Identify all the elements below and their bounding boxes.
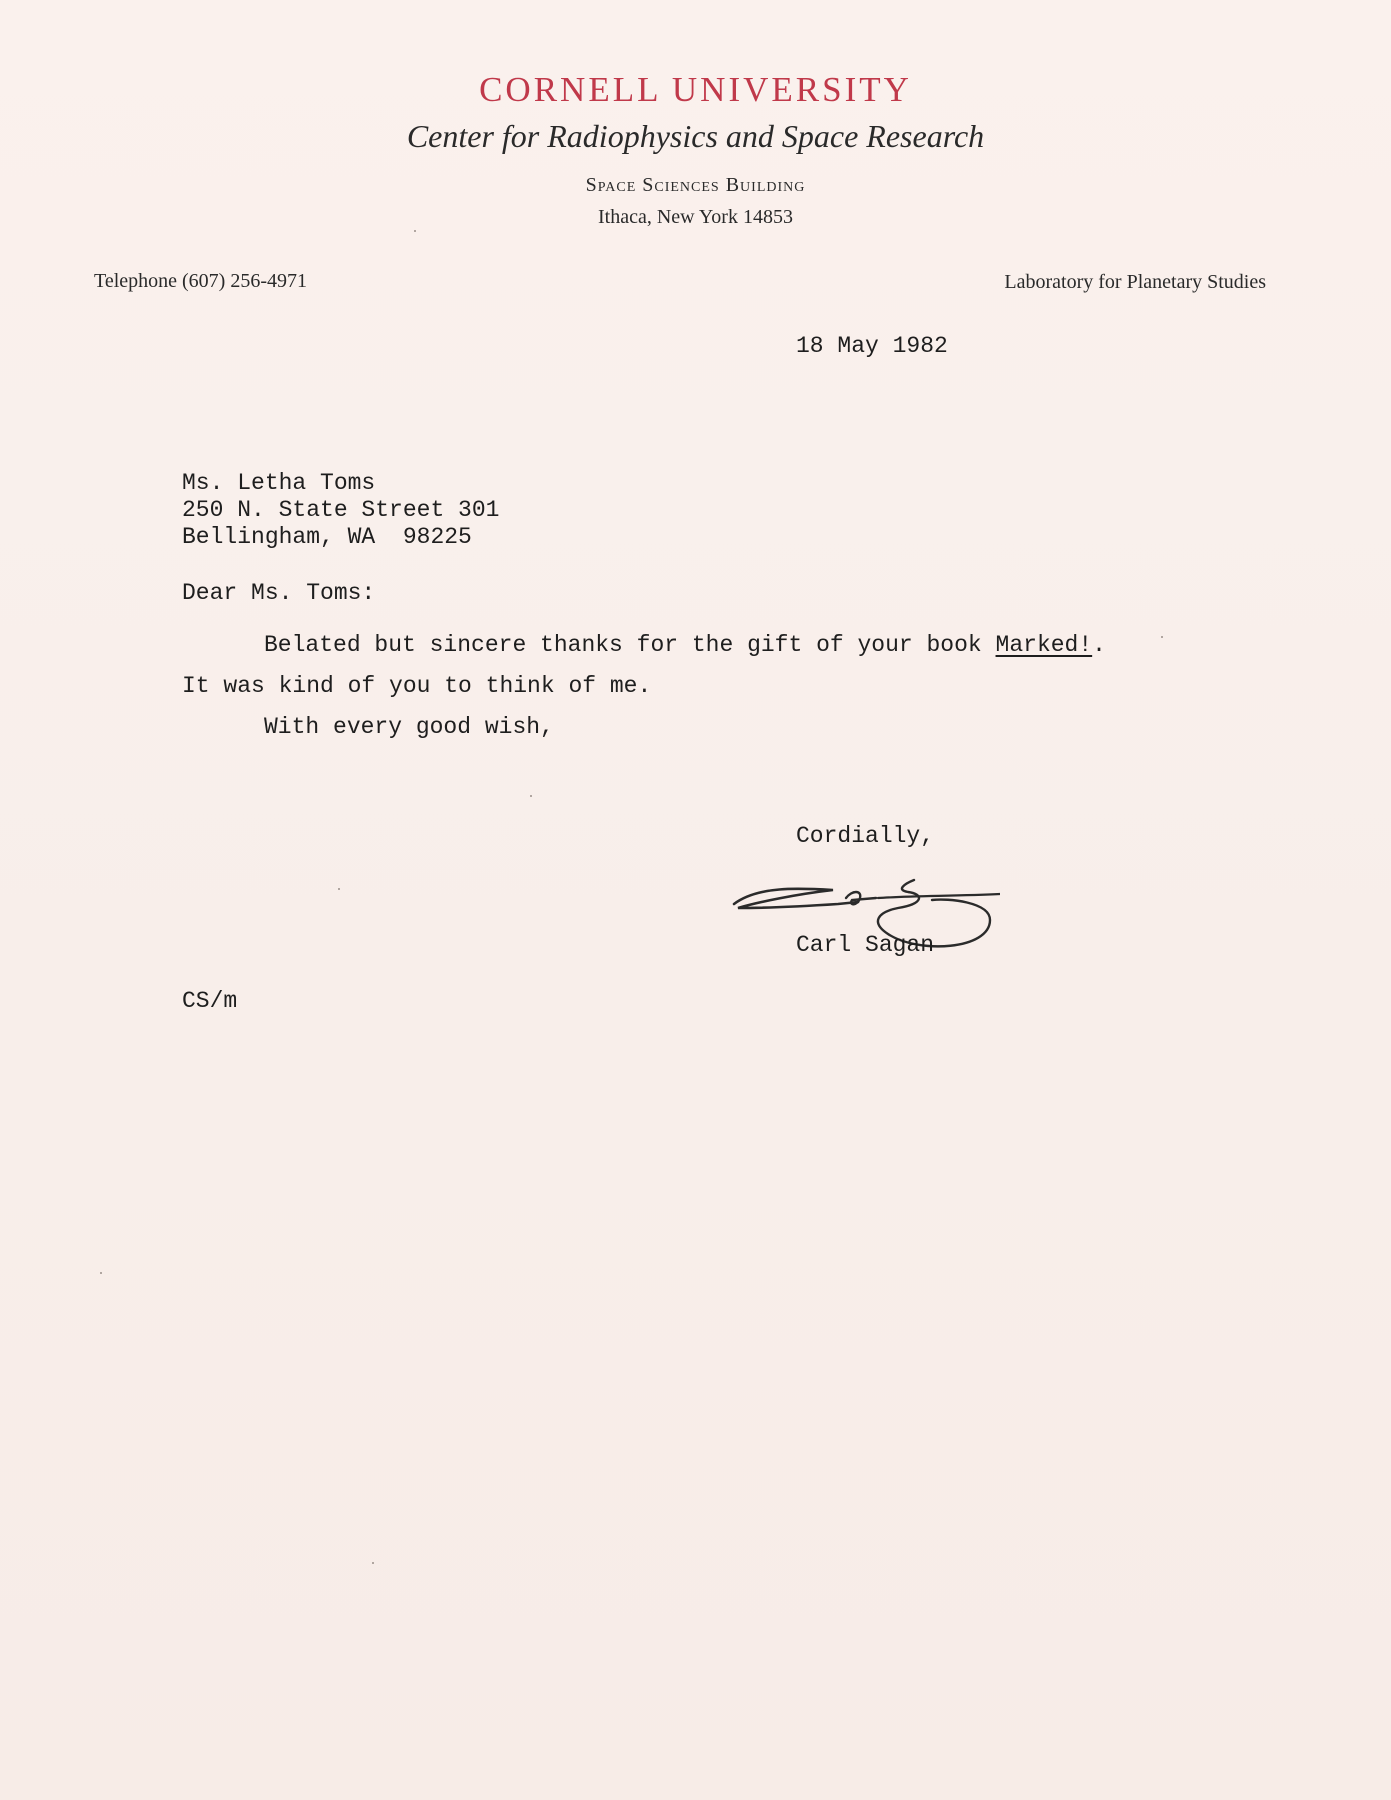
body-line-1 — [264, 632, 1106, 659]
paper-speck — [100, 1272, 102, 1274]
letterhead-building: Space Sciences Building — [585, 174, 806, 196]
paper-speck — [338, 888, 340, 890]
recipient-city: Bellingham, WA 98225 — [182, 524, 472, 550]
closing: Cordially, — [796, 823, 935, 849]
body-line-1-end: . — [1092, 632, 1106, 658]
signer-name: Carl Sagan — [796, 932, 935, 958]
salutation: Dear Ms. Toms: — [182, 580, 376, 606]
letterhead-university: CORNELL UNIVERSITY — [479, 70, 912, 109]
letter-date: 18 May 1982 — [796, 333, 948, 359]
book-title: Marked! — [995, 632, 1093, 658]
letterhead-center: Center for Radiophysics and Space Research — [406, 118, 985, 154]
recipient-name: Ms. Letha Toms — [182, 470, 376, 496]
body-line-3: With every good wish, — [264, 714, 554, 740]
letterhead-city: Ithaca, New York 14853 — [598, 206, 793, 228]
paper-speck — [372, 1562, 374, 1564]
body-line-2: It was kind of you to think of me. — [182, 673, 652, 699]
paper-speck — [1161, 636, 1163, 638]
letterhead-laboratory: Laboratory for Planetary Studies — [1004, 271, 1266, 293]
typist-initials: CS/m — [182, 988, 238, 1014]
paper-speck — [414, 230, 416, 232]
paper-speck — [530, 795, 532, 797]
recipient-street: 250 N. State Street 301 — [182, 497, 500, 523]
letterhead-telephone: Telephone (607) 256-4971 — [94, 270, 307, 292]
body-line-1-text: Belated but sincere thanks for the gift of your book — [264, 632, 996, 658]
